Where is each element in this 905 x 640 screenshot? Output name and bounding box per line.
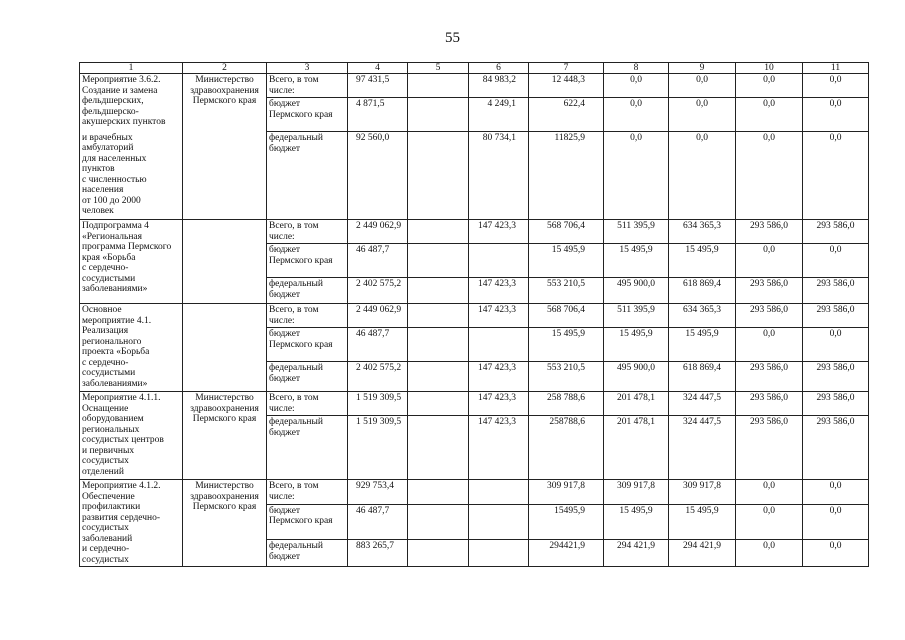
funding-source-cell: бюджет Пермского края bbox=[267, 244, 348, 278]
col5-cell bbox=[408, 392, 469, 416]
col7-cell: 309 917,8 bbox=[529, 480, 604, 505]
item-name-cell: Основное мероприятие 4.1. Реализация регионального проекта «Борьба с сердечно- сосудистыми заболеваниями» bbox=[80, 304, 183, 392]
col8-cell: 0,0 bbox=[604, 74, 669, 98]
funding-source-cell: бюджет Пермского края bbox=[267, 504, 348, 539]
col8-cell: 309 917,8 bbox=[604, 480, 669, 505]
col7-cell: 622,4 bbox=[529, 98, 604, 132]
header-cell: 11 bbox=[803, 63, 869, 74]
col7-cell: 11825,9 bbox=[529, 132, 604, 220]
col8-cell: 0,0 bbox=[604, 98, 669, 132]
amount-total-cell: 4 871,5 bbox=[348, 98, 408, 132]
col5-cell bbox=[408, 132, 469, 220]
col9-cell: 618 869,4 bbox=[669, 278, 736, 304]
col11-cell: 293 586,0 bbox=[803, 304, 869, 328]
col11-cell: 0,0 bbox=[803, 504, 869, 539]
col9-cell: 634 365,3 bbox=[669, 304, 736, 328]
funding-source-cell: Всего, в том числе: bbox=[267, 304, 348, 328]
col10-cell: 0,0 bbox=[736, 480, 803, 505]
executor-cell bbox=[183, 220, 267, 304]
col6-cell: 4 249,1 bbox=[469, 98, 529, 132]
funding-source-cell: федеральный бюджет bbox=[267, 278, 348, 304]
col6-cell: 147 423,3 bbox=[469, 220, 529, 244]
col7-cell: 12 448,3 bbox=[529, 74, 604, 98]
col6-cell bbox=[469, 328, 529, 362]
col6-cell bbox=[469, 540, 529, 567]
executor-cell: Министерство здравоохранения Пермского края bbox=[183, 480, 267, 567]
table-row bbox=[80, 392, 869, 416]
item-name-cell: Мероприятие 4.1.1. Оснащение оборудованием региональных сосудистых центров и первичных сосудистых отделений bbox=[80, 392, 183, 480]
col8-cell: 201 478,1 bbox=[604, 392, 669, 416]
col8-cell: 15 495,9 bbox=[604, 244, 669, 278]
budget-table bbox=[79, 62, 869, 567]
header-cell: 2 bbox=[183, 63, 267, 74]
col11-cell: 0,0 bbox=[803, 74, 869, 98]
col5-cell bbox=[408, 362, 469, 392]
col8-cell: 511 395,9 bbox=[604, 304, 669, 328]
amount-total-cell: 2 402 575,2 bbox=[348, 278, 408, 304]
col6-cell: 80 734,1 bbox=[469, 132, 529, 220]
col7-cell: 568 706,4 bbox=[529, 304, 604, 328]
col8-cell: 495 900,0 bbox=[604, 278, 669, 304]
col8-cell: 15 495,9 bbox=[604, 504, 669, 539]
amount-total-cell: 2 449 062,9 bbox=[348, 220, 408, 244]
amount-total-cell: 883 265,7 bbox=[348, 540, 408, 567]
col9-cell: 15 495,9 bbox=[669, 244, 736, 278]
amount-total-cell: 2 402 575,2 bbox=[348, 362, 408, 392]
col5-cell bbox=[408, 504, 469, 539]
header-cell: 8 bbox=[604, 63, 669, 74]
col6-cell: 147 423,3 bbox=[469, 392, 529, 416]
executor-cell: Министерство здравоохранения Пермского края bbox=[183, 74, 267, 220]
col7-cell: 258788,6 bbox=[529, 416, 604, 480]
col9-cell: 634 365,3 bbox=[669, 220, 736, 244]
col8-cell: 294 421,9 bbox=[604, 540, 669, 567]
col11-cell: 0,0 bbox=[803, 98, 869, 132]
header-cell: 5 bbox=[408, 63, 469, 74]
col8-cell: 511 395,9 bbox=[604, 220, 669, 244]
col9-cell: 324 447,5 bbox=[669, 392, 736, 416]
table-row bbox=[80, 220, 869, 244]
col11-cell: 293 586,0 bbox=[803, 362, 869, 392]
col8-cell: 15 495,9 bbox=[604, 328, 669, 362]
funding-source-cell: федеральный бюджет bbox=[267, 540, 348, 567]
col6-cell: 147 423,3 bbox=[469, 416, 529, 480]
funding-source-cell: Всего, в том числе: bbox=[267, 74, 348, 98]
page-number: 55 bbox=[445, 30, 460, 46]
col6-cell: 84 983,2 bbox=[469, 74, 529, 98]
col9-cell: 294 421,9 bbox=[669, 540, 736, 567]
executor-cell: Министерство здравоохранения Пермского края bbox=[183, 392, 267, 480]
funding-source-cell: федеральный бюджет bbox=[267, 132, 348, 220]
table-row bbox=[80, 74, 869, 98]
header-cell: 9 bbox=[669, 63, 736, 74]
item-name-cell: Мероприятие 4.1.2. Обеспечение профилактики развития сердечно- сосудистых заболеваний и сердечно- сосудистых bbox=[80, 480, 183, 567]
col10-cell: 293 586,0 bbox=[736, 416, 803, 480]
amount-total-cell: 1 519 309,5 bbox=[348, 416, 408, 480]
table-row bbox=[80, 480, 869, 505]
col9-cell: 324 447,5 bbox=[669, 416, 736, 480]
header-cell: 7 bbox=[529, 63, 604, 74]
header-cell: 10 bbox=[736, 63, 803, 74]
col10-cell: 0,0 bbox=[736, 328, 803, 362]
col10-cell: 293 586,0 bbox=[736, 304, 803, 328]
funding-source-cell: федеральный бюджет bbox=[267, 362, 348, 392]
col5-cell bbox=[408, 328, 469, 362]
header-row bbox=[80, 63, 869, 74]
col6-cell bbox=[469, 244, 529, 278]
col5-cell bbox=[408, 74, 469, 98]
col8-cell: 0,0 bbox=[604, 132, 669, 220]
amount-total-cell: 46 487,7 bbox=[348, 244, 408, 278]
col7-cell: 15 495,9 bbox=[529, 328, 604, 362]
col11-cell: 293 586,0 bbox=[803, 416, 869, 480]
col10-cell: 0,0 bbox=[736, 132, 803, 220]
col5-cell bbox=[408, 98, 469, 132]
col9-cell: 0,0 bbox=[669, 74, 736, 98]
col11-cell: 0,0 bbox=[803, 132, 869, 220]
col6-cell: 147 423,3 bbox=[469, 304, 529, 328]
col11-cell: 0,0 bbox=[803, 244, 869, 278]
col5-cell bbox=[408, 540, 469, 567]
header-cell: 4 bbox=[348, 63, 408, 74]
amount-total-cell: 46 487,7 bbox=[348, 504, 408, 539]
funding-source-cell: Всего, в том числе: bbox=[267, 392, 348, 416]
col10-cell: 293 586,0 bbox=[736, 392, 803, 416]
col7-cell: 553 210,5 bbox=[529, 278, 604, 304]
col10-cell: 293 586,0 bbox=[736, 220, 803, 244]
item-name-cell: и врачебных амбулаторий для населенных пунктов с численностью населения от 100 до 2000 человек bbox=[80, 132, 183, 220]
col8-cell: 201 478,1 bbox=[604, 416, 669, 480]
col7-cell: 15 495,9 bbox=[529, 244, 604, 278]
col6-cell bbox=[469, 504, 529, 539]
col5-cell bbox=[408, 416, 469, 480]
funding-source-cell: Всего, в том числе: bbox=[267, 220, 348, 244]
header-cell: 3 bbox=[267, 63, 348, 74]
col10-cell: 0,0 bbox=[736, 504, 803, 539]
col10-cell: 293 586,0 bbox=[736, 278, 803, 304]
col9-cell: 309 917,8 bbox=[669, 480, 736, 505]
col5-cell bbox=[408, 220, 469, 244]
col9-cell: 15 495,9 bbox=[669, 504, 736, 539]
funding-source-cell: бюджет Пермского края bbox=[267, 328, 348, 362]
funding-source-cell: Всего, в том числе: bbox=[267, 480, 348, 505]
amount-total-cell: 92 560,0 bbox=[348, 132, 408, 220]
col9-cell: 618 869,4 bbox=[669, 362, 736, 392]
amount-total-cell: 46 487,7 bbox=[348, 328, 408, 362]
funding-source-cell: бюджет Пермского края bbox=[267, 98, 348, 132]
amount-total-cell: 97 431,5 bbox=[348, 74, 408, 98]
col7-cell: 294421,9 bbox=[529, 540, 604, 567]
col11-cell: 293 586,0 bbox=[803, 278, 869, 304]
col6-cell: 147 423,3 bbox=[469, 362, 529, 392]
col6-cell bbox=[469, 480, 529, 505]
col11-cell: 0,0 bbox=[803, 328, 869, 362]
col5-cell bbox=[408, 304, 469, 328]
item-name-cell: Мероприятие 3.6.2. Создание и замена фельдшерских, фельдшерско- акушерских пунктов bbox=[80, 74, 183, 132]
col5-cell bbox=[408, 480, 469, 505]
col11-cell: 0,0 bbox=[803, 480, 869, 505]
amount-total-cell: 2 449 062,9 bbox=[348, 304, 408, 328]
col10-cell: 0,0 bbox=[736, 98, 803, 132]
header-cell: 6 bbox=[469, 63, 529, 74]
col10-cell: 293 586,0 bbox=[736, 362, 803, 392]
col9-cell: 0,0 bbox=[669, 132, 736, 220]
header-cell: 1 bbox=[80, 63, 183, 74]
item-name-cell: Подпрограмма 4 «Региональная программа Пермского края «Борьба с сердечно- сосудистыми заболеваниями» bbox=[80, 220, 183, 304]
col7-cell: 258 788,6 bbox=[529, 392, 604, 416]
col11-cell: 293 586,0 bbox=[803, 220, 869, 244]
col11-cell: 0,0 bbox=[803, 540, 869, 567]
col10-cell: 0,0 bbox=[736, 540, 803, 567]
col9-cell: 15 495,9 bbox=[669, 328, 736, 362]
col5-cell bbox=[408, 278, 469, 304]
col10-cell: 0,0 bbox=[736, 244, 803, 278]
col10-cell: 0,0 bbox=[736, 74, 803, 98]
col7-cell: 15495,9 bbox=[529, 504, 604, 539]
col7-cell: 568 706,4 bbox=[529, 220, 604, 244]
funding-source-cell: федеральный бюджет bbox=[267, 416, 348, 480]
amount-total-cell: 1 519 309,5 bbox=[348, 392, 408, 416]
executor-cell bbox=[183, 304, 267, 392]
col5-cell bbox=[408, 244, 469, 278]
col9-cell: 0,0 bbox=[669, 98, 736, 132]
col6-cell: 147 423,3 bbox=[469, 278, 529, 304]
amount-total-cell: 929 753,4 bbox=[348, 480, 408, 505]
table-row bbox=[80, 304, 869, 328]
col11-cell: 293 586,0 bbox=[803, 392, 869, 416]
col8-cell: 495 900,0 bbox=[604, 362, 669, 392]
col7-cell: 553 210,5 bbox=[529, 362, 604, 392]
